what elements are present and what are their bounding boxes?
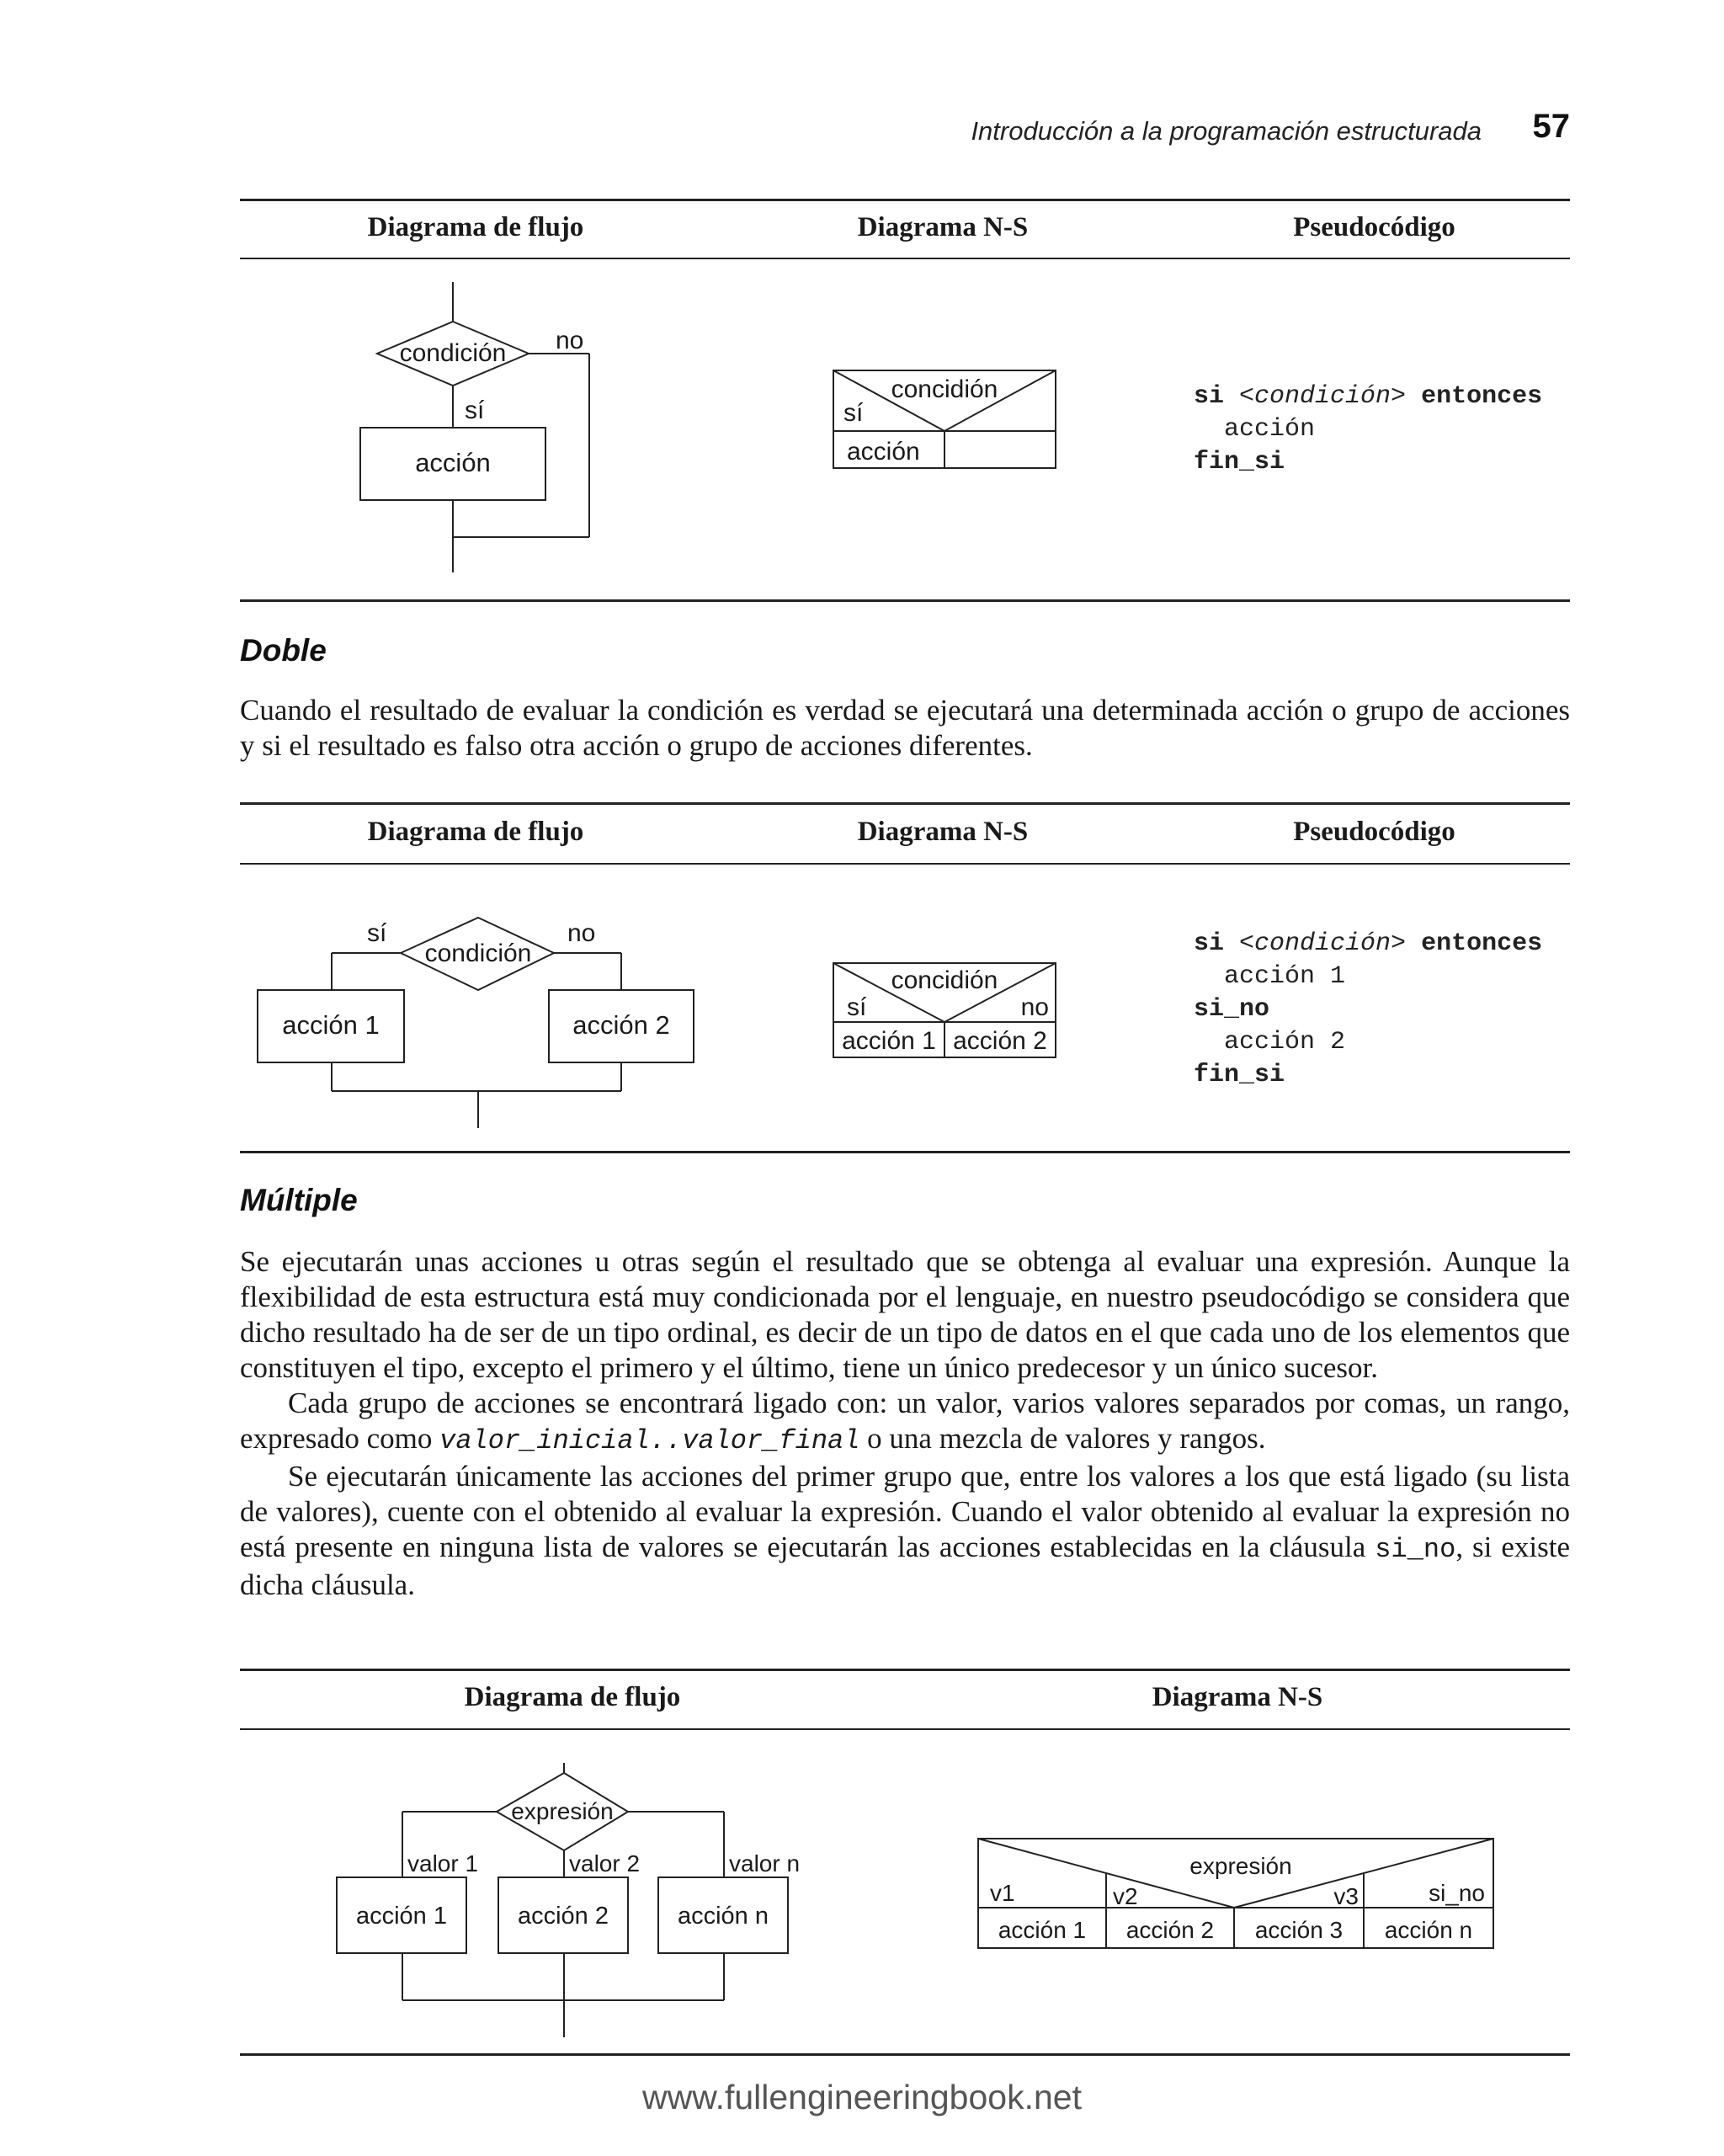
paragraph-multiple-2 xyxy=(240,1386,1570,1459)
section-title-doble: Doble xyxy=(240,633,327,668)
p2-text-after: o una mezcla de valores y rangos. xyxy=(859,1422,1266,1455)
table-top-rule xyxy=(240,199,1570,201)
ns-diagram-simple xyxy=(832,369,1059,470)
flow-action-label: acción xyxy=(415,448,491,477)
flow-action2-label: acción 2 xyxy=(517,1903,609,1930)
table-bottom-rule xyxy=(240,1151,1570,1153)
ns-actionn-label: acción n xyxy=(1384,1917,1473,1943)
column-header-pseudo: Pseudocódigo xyxy=(1293,817,1455,847)
column-header-pseudo: Pseudocódigo xyxy=(1293,212,1455,242)
table-top-rule xyxy=(240,802,1570,805)
column-header-flow: Diagrama de flujo xyxy=(367,212,584,242)
running-head xyxy=(240,108,1570,158)
table-header-rule xyxy=(240,1728,1570,1730)
flow-action1-label: acción 1 xyxy=(282,1010,380,1040)
ns-v3-label: v3 xyxy=(1333,1883,1359,1909)
table-bottom-rule xyxy=(240,599,1570,602)
footer-url: www.fullengineeringbook.net xyxy=(642,2078,1082,2116)
flow-no-label: no xyxy=(556,327,584,354)
flow-yes-label: sí xyxy=(367,919,387,947)
section-title-multiple: Múltiple xyxy=(240,1183,358,1217)
ns-diagram-multiple xyxy=(976,1837,1498,1951)
keyword-si: si xyxy=(1194,929,1225,958)
table-top-rule xyxy=(240,1669,1570,1671)
table-header-rule xyxy=(240,863,1570,865)
flow-value2-label: valor 2 xyxy=(569,1850,641,1877)
flow-valuen-label: valor n xyxy=(729,1850,801,1877)
paragraph-multiple xyxy=(240,1244,1570,1603)
flow-condition-label: condición xyxy=(399,339,507,367)
ns-diagram-doble xyxy=(832,961,1059,1061)
table-bottom-rule xyxy=(240,2053,1570,2056)
keyword-si-no: si_no xyxy=(1194,995,1270,1024)
p3-text-after: , si existe dicha cláusula. xyxy=(240,1530,1571,1601)
pseudocode-simple xyxy=(1194,381,1542,479)
ns-condition-label: concidión xyxy=(891,375,998,403)
pseudocode-doble xyxy=(1194,928,1542,1092)
inline-code-range: valor_inicial..valor_final xyxy=(439,1425,860,1456)
flow-yes-label: sí xyxy=(465,397,485,424)
ns-condition-label: concidión xyxy=(891,966,998,994)
flowchart-doble xyxy=(253,909,707,1137)
paragraph-doble xyxy=(240,693,1570,764)
paragraph-multiple-1: Se ejecutarán unas acciones u otras según el resultado que se obtenga al evaluar una expresión. Aunque la flexibilidad de esta estructura está muy condicionada por el lenguaje, en nuestro pseudocódigo se considera que dicho resultado ha de ser de un tipo ordinal, es decir de un tipo de datos en el que cada uno de los elementos que constituyen el tipo, excepto el primero y el último, tiene un único predecesor y un único sucesor. xyxy=(240,1245,1570,1384)
flow-condition-label: condición xyxy=(424,940,532,967)
flow-value1-label: valor 1 xyxy=(407,1850,479,1877)
flow-actionn-label: acción n xyxy=(677,1903,769,1930)
ns-else-label: si_no xyxy=(1429,1880,1485,1906)
pseudo-action: acción xyxy=(1224,415,1316,444)
ns-yes-label: sí xyxy=(843,399,864,427)
ns-no-label: no xyxy=(1020,993,1049,1021)
paragraph-doble-text: Cuando el resultado de evaluar la condición es verdad se ejecutará una determinada acción o grupo de acciones y si el resultado es falso otra acción o grupo de acciones diferentes. xyxy=(240,694,1570,762)
ns-yes-label: sí xyxy=(847,993,867,1021)
flow-no-label: no xyxy=(567,919,596,947)
flowchart-multiple xyxy=(328,1759,800,2046)
inline-code-si-no: si_no xyxy=(1375,1534,1456,1565)
keyword-si: si xyxy=(1194,382,1225,411)
ns-action-label: acción xyxy=(847,438,920,466)
running-title: Introducción a la programación estructurada xyxy=(971,116,1482,146)
flow-action2-label: acción 2 xyxy=(572,1010,670,1040)
column-header-ns: Diagrama N-S xyxy=(857,817,1029,847)
ns-action1-label: acción 1 xyxy=(842,1027,936,1055)
flow-expression-label: expresión xyxy=(511,1798,614,1824)
ns-v2-label: v2 xyxy=(1113,1883,1138,1909)
column-header-flow: Diagrama de flujo xyxy=(367,817,584,847)
table-header-rule xyxy=(240,258,1570,259)
pseudo-condition: <condición> xyxy=(1239,929,1407,958)
pseudo-action2: acción 2 xyxy=(1224,1028,1346,1057)
ns-expression-label: expresión xyxy=(1189,1853,1292,1879)
ns-v1-label: v1 xyxy=(990,1880,1015,1906)
ns-action1-label: acción 1 xyxy=(998,1917,1087,1943)
flowchart-simple xyxy=(354,278,631,581)
keyword-entonces: entonces xyxy=(1421,382,1543,411)
column-header-ns: Diagrama N-S xyxy=(1152,1682,1323,1712)
pseudo-condition: <condición> xyxy=(1239,382,1407,411)
pseudo-action1: acción 1 xyxy=(1224,962,1346,991)
flow-action1-label: acción 1 xyxy=(355,1903,448,1930)
page-number: 57 xyxy=(1532,108,1570,145)
ns-action2-label: acción 2 xyxy=(953,1027,1047,1055)
p3-text-before: Se ejecutarán únicamente las acciones del primer grupo que, entre los valores a los que está ligado (su lista de valores), cuente con el obtenido al evaluar la expresión. Cuando el valor obtenido al evaluar la expresión no está presente en ninguna lista de valores se ejecutarán las acciones establecidas en la cláusula xyxy=(240,1460,1570,1563)
column-header-ns: Diagrama N-S xyxy=(857,212,1029,242)
ns-action2-label: acción 2 xyxy=(1125,1917,1215,1943)
keyword-fin-si: fin_si xyxy=(1194,448,1285,476)
p2-text-before: Cada grupo de acciones se encontrará ligado con: un valor, varios valores separados por comas, un rango, expresado como xyxy=(240,1387,1570,1455)
paragraph-multiple-3 xyxy=(240,1459,1570,1603)
ns-action3-label: acción 3 xyxy=(1254,1917,1344,1943)
keyword-fin-si: fin_si xyxy=(1194,1061,1285,1089)
keyword-entonces: entonces xyxy=(1421,929,1543,958)
column-header-flow: Diagrama de flujo xyxy=(464,1682,681,1712)
